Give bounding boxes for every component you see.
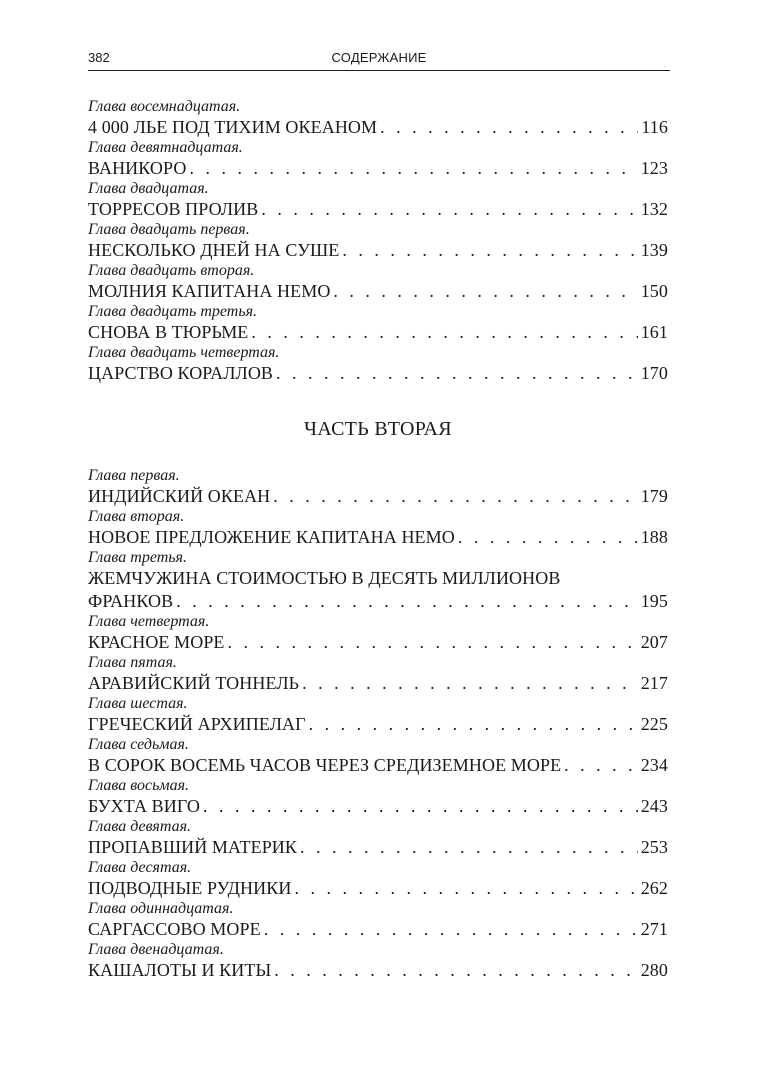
toc-item — [88, 262, 668, 303]
entry-title: ФРАНКОВ — [88, 591, 174, 611]
entry-title-line1: ЖЕМЧУЖИНА СТОИМОСТЬЮ В ДЕСЯТЬ МИЛЛИОНОВ — [88, 568, 561, 588]
leader-dots — [203, 795, 638, 818]
toc-entry — [88, 631, 668, 654]
entry-page: 170 — [640, 363, 668, 383]
entry-page: 179 — [640, 486, 668, 506]
header-rule — [88, 70, 670, 71]
chapter-label: Глава двадцать вторая. — [88, 262, 255, 279]
toc-item — [88, 221, 668, 262]
entry-page: 207 — [640, 632, 668, 652]
chapter-label: Глава девятая. — [88, 818, 192, 835]
toc-entry — [88, 362, 668, 385]
entry-title: ПРОПАВШИЙ МАТЕРИК — [88, 837, 298, 857]
leader-dots — [274, 959, 637, 982]
toc-entry — [88, 321, 668, 344]
chapter-label: Глава десятая. — [88, 859, 192, 876]
toc-entry — [88, 959, 668, 982]
toc-item — [88, 695, 668, 736]
toc-item — [88, 818, 668, 859]
leader-dots — [176, 590, 637, 613]
chapter-label: Глава шестая. — [88, 695, 188, 712]
toc-entry — [88, 239, 668, 262]
toc-item — [88, 654, 668, 695]
leader-dots — [333, 280, 637, 303]
toc-item — [88, 859, 668, 900]
leader-dots — [264, 918, 638, 941]
toc-entry — [88, 485, 668, 508]
leader-dots — [273, 485, 637, 508]
toc-part1 — [88, 98, 668, 385]
toc-entry — [88, 754, 668, 777]
toc-item — [88, 549, 668, 613]
leader-dots — [309, 713, 638, 736]
entry-page: 243 — [640, 796, 668, 816]
leader-dots — [302, 672, 638, 695]
running-title: СОДЕРЖАНИЕ — [331, 50, 427, 65]
toc-entry — [88, 877, 668, 900]
entry-title: 4 000 ЛЬЕ ПОД ТИХИМ ОКЕАНОМ — [88, 117, 378, 137]
entry-title: ТОРРЕСОВ ПРОЛИВ — [88, 199, 259, 219]
entry-page: 132 — [640, 199, 668, 219]
chapter-label: Глава третья. — [88, 549, 187, 566]
toc-item — [88, 613, 668, 654]
chapter-label: Глава двенадцатая. — [88, 941, 224, 958]
entry-page: 280 — [640, 960, 668, 980]
entry-page: 217 — [640, 673, 668, 693]
chapter-label: Глава пятая. — [88, 654, 177, 671]
leader-dots — [564, 754, 638, 777]
leader-dots — [189, 157, 637, 180]
chapter-label: Глава вторая. — [88, 508, 185, 525]
toc-entry — [88, 157, 668, 180]
chapter-label: Глава двадцать третья. — [88, 303, 258, 320]
leader-dots — [251, 321, 637, 344]
toc-entry — [88, 836, 668, 859]
entry-page: 116 — [641, 117, 668, 137]
toc-entry — [88, 713, 668, 736]
entry-title: ВАНИКОРО — [88, 158, 187, 178]
entry-page: 123 — [640, 158, 668, 178]
toc-item — [88, 736, 668, 777]
entry-title: ПОДВОДНЫЕ РУДНИКИ — [88, 878, 292, 898]
toc-item — [88, 180, 668, 221]
entry-title: НОВОЕ ПРЕДЛОЖЕНИЕ КАПИТАНА НЕМО — [88, 527, 455, 547]
toc-item — [88, 777, 668, 818]
chapter-label: Глава одиннадцатая. — [88, 900, 234, 917]
toc-item — [88, 303, 668, 344]
toc-entry — [88, 590, 668, 613]
toc-item — [88, 467, 668, 508]
toc-entry — [88, 795, 668, 818]
entry-title: ЦАРСТВО КОРАЛЛОВ — [88, 363, 274, 383]
entry-title: ГРЕЧЕСКИЙ АРХИПЕЛАГ — [88, 714, 306, 734]
entry-page: 225 — [640, 714, 668, 734]
entry-page: 262 — [640, 878, 668, 898]
running-header — [88, 50, 670, 70]
toc-item — [88, 139, 668, 180]
entry-title: КАШАЛОТЫ И КИТЫ — [88, 960, 272, 980]
entry-title: МОЛНИЯ КАПИТАНА НЕМО — [88, 281, 331, 301]
chapter-label: Глава двадцать первая. — [88, 221, 250, 238]
toc-entry — [88, 672, 668, 695]
leader-dots — [458, 526, 638, 549]
entry-title: ИНДИЙСКИЙ ОКЕАН — [88, 486, 271, 506]
entry-title: В СОРОК ВОСЕМЬ ЧАСОВ ЧЕРЕЗ СРЕДИЗЕМНОЕ МОРЕ — [88, 755, 562, 775]
entry-title: НЕСКОЛЬКО ДНЕЙ НА СУШЕ — [88, 240, 340, 260]
entry-title: БУХТА ВИГО — [88, 796, 201, 816]
leader-dots — [276, 362, 638, 385]
entry-page: 188 — [640, 527, 668, 547]
entry-title: АРАВИЙСКИЙ ТОННЕЛЬ — [88, 673, 300, 693]
part-heading: ЧАСТЬ ВТОРАЯ — [304, 418, 452, 440]
leader-dots — [261, 198, 637, 221]
chapter-label: Глава первая. — [88, 467, 180, 484]
entry-page: 271 — [640, 919, 668, 939]
toc-entry — [88, 918, 668, 941]
entry-title: СНОВА В ТЮРЬМЕ — [88, 322, 249, 342]
leader-dots — [300, 836, 638, 859]
entry-page: 234 — [640, 755, 668, 775]
entry-title: КРАСНОЕ МОРЕ — [88, 632, 225, 652]
toc-item — [88, 941, 668, 982]
toc-item — [88, 98, 668, 139]
toc-entry — [88, 526, 668, 549]
entry-page: 195 — [640, 591, 668, 611]
leader-dots — [380, 116, 638, 139]
entry-page: 161 — [640, 322, 668, 342]
chapter-label: Глава четвертая. — [88, 613, 210, 630]
page-number: 382 — [88, 50, 110, 65]
chapter-label: Глава восемнадцатая. — [88, 98, 241, 115]
toc-item — [88, 508, 668, 549]
chapter-label: Глава седьмая. — [88, 736, 189, 753]
toc-item — [88, 900, 668, 941]
toc-part2 — [88, 467, 668, 982]
entry-page: 150 — [640, 281, 668, 301]
entry-page: 253 — [640, 837, 668, 857]
leader-dots — [294, 877, 637, 900]
toc-entry — [88, 198, 668, 221]
entry-page: 139 — [640, 240, 668, 260]
leader-dots — [228, 631, 638, 654]
chapter-label: Глава двадцатая. — [88, 180, 209, 197]
toc-entry — [88, 116, 668, 139]
chapter-label: Глава восьмая. — [88, 777, 190, 794]
entry-title: САРГАССОВО МОРЕ — [88, 919, 261, 939]
leader-dots — [342, 239, 637, 262]
chapter-label: Глава девятнадцатая. — [88, 139, 243, 156]
toc-item — [88, 344, 668, 385]
chapter-label: Глава двадцать четвертая. — [88, 344, 280, 361]
toc-entry — [88, 280, 668, 303]
